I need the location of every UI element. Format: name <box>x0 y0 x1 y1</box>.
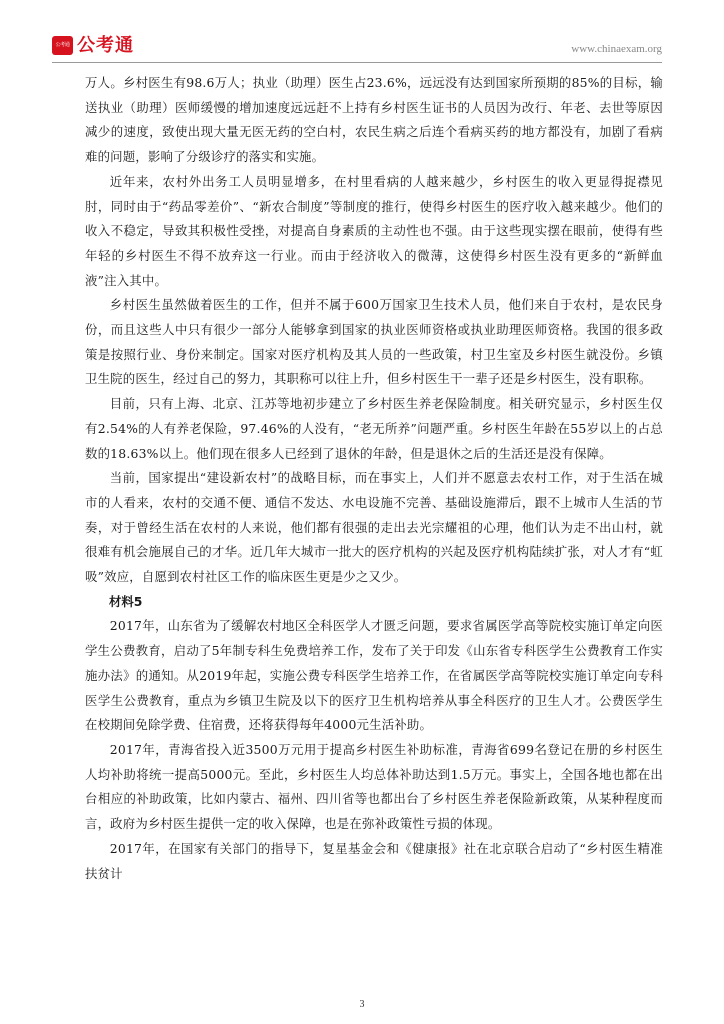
paragraph-4: 目前，只有上海、北京、江苏等地初步建立了乡村医生养老保险制度。相关研究显示，乡村医生仅有2.54%的人有养老保险，97.46%的人没有，“老无所养”问题严重。乡村医生年龄在55岁以上的占总数的18.63%以上。他们现在很多人已经到了退休的年龄，但是退休之后的生活还是没有保障。 <box>85 396 663 461</box>
paragraph-8: 2017年，在国家有关部门的指导下，复星基金会和《健康报》社在北京联合启动了“乡村医生精准扶贫计 <box>85 840 663 881</box>
header-divider <box>52 62 662 63</box>
paragraph-5: 当前，国家提出“建设新农村”的战略目标，而在事实上，人们并不愿意去农村工作，对于生活在城市的人看来，农村的交通不便、通信不发达、水电设施不完善、基础设施滞后，跟不上城市人生活的节奏，对于曾经生活在农村的人来说，他们都有很强的走出去光宗耀祖的心理，他们认为走不出山村，就很难有机会施展自己的才华。近几年大城市一批大的医疗机构的兴起及医疗机构陆续扩张，对人才有“虹吸”效应，自愿到农村社区工作的临床医生更是少之又少。 <box>85 470 663 585</box>
paragraph-3: 乡村医生虽然做着医生的工作，但并不属于600万国家卫生技术人员，他们来自于农村，是农民身份，而且这些人中只有很少一部分人能够拿到国家的执业医师资格或执业助理医师资格。我国的很多政策是按照行业、身份来制定。国家对医疗机构及其人员的一些政策，村卫生室及乡村医生就没份。乡镇卫生院的医生，经过自己的努力，其职称可以往上升，但乡村医生干一辈子还是乡村医生，没有职称。 <box>85 297 663 387</box>
document-body <box>85 71 663 886</box>
logo-badge: 公考通 <box>52 36 73 55</box>
site-url: www.chinaexam.org <box>571 43 662 55</box>
paragraph-7: 2017年，青海省投入近3500万元用于提高乡村医生补助标准，青海省699名登记在册的乡村医生人均补助将统一提高5000元。至此，乡村医生人均总体补助达到1.5万元。事实上，全国各地也都在出台相应的补助政策，比如内蒙古、福州、四川省等也都出台了乡村医生养老保险新政策，从某种程度而言，政府为乡村医生提供一定的收入保障，也是在弥补政策性亏损的体现。 <box>85 741 663 832</box>
page-header <box>52 34 662 58</box>
section-heading-material-5: 材料5 <box>109 593 143 609</box>
page-number: 3 <box>359 999 365 1010</box>
paragraph-1: 万人。乡村医生有98.6万人；执业（助理）医生占23.6%，远远没有达到国家所预期的85%的目标，输送执业（助理）医师缓慢的增加速度远远赶不上持有乡村医生证书的人员因为改行、年老、去世等原因减少的速度，致使出现大量无医无药的空白村，农民生病之后连个看病买药的地方都没有，加剧了看病难的问题，影响了分级诊疗的落实和实施。 <box>85 75 663 165</box>
paragraph-6: 2017年，山东省为了缓解农村地区全科医学人才匮乏问题，要求省属医学高等院校实施订单定向医学生公费教育，启动了5年制专科生免费培养工作，发布了关于印发《山东省专科医学生公费教育工作实施办法》的通知。从2019年起，实施公费专科医学生培养工作，在省属医学高等院校实施订单定向专科医学生公费教育，重点为乡镇卫生院及以下的医疗卫生机构培养从事全科医疗的卫生人才。公费医学生在校期间免除学费、住宿费，还将获得每年4000元生活补助。 <box>85 618 663 733</box>
logo-text: 公考通 <box>77 35 134 56</box>
paragraph-2: 近年来，农村外出务工人员明显增多，在村里看病的人越来越少，乡村医生的收入更显得捉襟见肘，同时由于“药品零差价”、“新农合制度”等制度的推行，使得乡村医生的医疗收入越来越少。他们的收入不稳定，导致其积极性受挫，对提高自身素质的主动性也不强。由于这些现实摆在眼前，使得有些年轻的乡村医生不得不放弃这一行业。而由于经济收入的微薄，这使得乡村医生没有更多的“新鲜血液”注入其中。 <box>85 173 663 288</box>
